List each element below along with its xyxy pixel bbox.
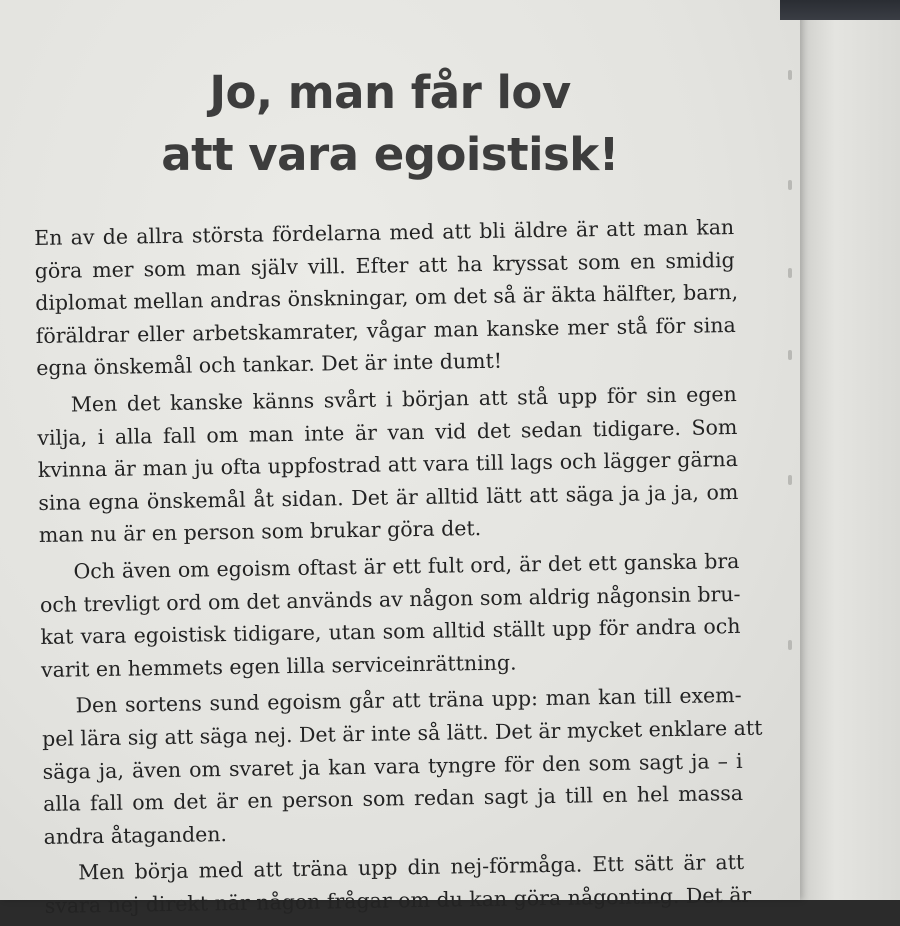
text-line: Den sortens sund egoism går att träna upp: man kan till exem- (75, 683, 742, 718)
text-line: Men det kanske känns svårt i början att stå upp för sin egen (70, 381, 737, 417)
paragraph-4 (41, 679, 763, 853)
paragraph-5 (44, 846, 752, 922)
text-line: Men börja med att träna upp din nej-förmåga. Ett sätt är att (78, 850, 745, 885)
text-line: diplomat mellan andras önskningar, om det så är äkta hälfter, barn, (35, 280, 739, 316)
text-line: alla fall om det är en person som redan sagt ja till en hel massa (42, 781, 744, 817)
text-line: och trevligt ord om det används av någon som aldrig någonsin bru- (39, 581, 741, 617)
text-line: andra åtaganden. (43, 821, 228, 849)
binding-stitch (788, 180, 792, 190)
text-line: egna önskemål och tankar. Det är inte dumt! (36, 349, 503, 381)
text-line: föräldrar eller arbetskamrater, vågar man kanske mer stå för sina (35, 312, 736, 348)
text-line: göra mer som man själv vill. Efter att ha kryssat som en smidig (34, 247, 735, 283)
next-page-edge (800, 0, 900, 900)
binding-stitch (788, 640, 792, 650)
paragraph-2 (37, 378, 739, 552)
text-line: vilja, i alla fall om man inte är van vid det sedan tidigare. Som (37, 414, 738, 450)
binding-stitch (788, 350, 792, 360)
text-line: pel lära sig att säga nej. Det är inte så lätt. Det är mycket enklare att (41, 715, 763, 751)
body-text (34, 211, 763, 926)
binding-stitch (788, 70, 792, 80)
text-line: kvinna är man ju ofta uppfostrad att vara till lags och lägger gärna (37, 447, 739, 483)
binding-stitch (788, 268, 792, 278)
chapter-title (60, 62, 720, 186)
text-line: säga ja, även om svaret ja kan vara tyngre för den som sagt ja – i (42, 748, 743, 784)
text-line: kat vara egoistisk tidigare, utan som alltid ställt upp för andra och (40, 614, 741, 650)
chapter-title-line-1: Jo, man får lov (209, 66, 571, 119)
text-line: En av de allra största fördelarna med att bli äldre är att man kan (34, 215, 735, 250)
text-line: svara nej direkt när någon frågar om du kan göra någonting. Det är (44, 882, 752, 918)
chapter-title-line-2: att vara egoistisk! (161, 128, 619, 181)
text-line: sina egna önskemål åt sidan. Det är alltid lätt att säga ja ja ja, om (38, 479, 739, 515)
text-line: Och även om egoism oftast är ett fult ord, är det ett ganska bra (73, 548, 740, 584)
text-line: varit en hemmets egen lilla serviceinrättning. (40, 650, 517, 682)
background-corner (780, 0, 900, 20)
binding-stitch (788, 475, 792, 485)
text-line: man nu är en person som brukar göra det. (38, 516, 482, 548)
paragraph-1 (34, 211, 739, 385)
paragraph-3 (39, 545, 741, 686)
